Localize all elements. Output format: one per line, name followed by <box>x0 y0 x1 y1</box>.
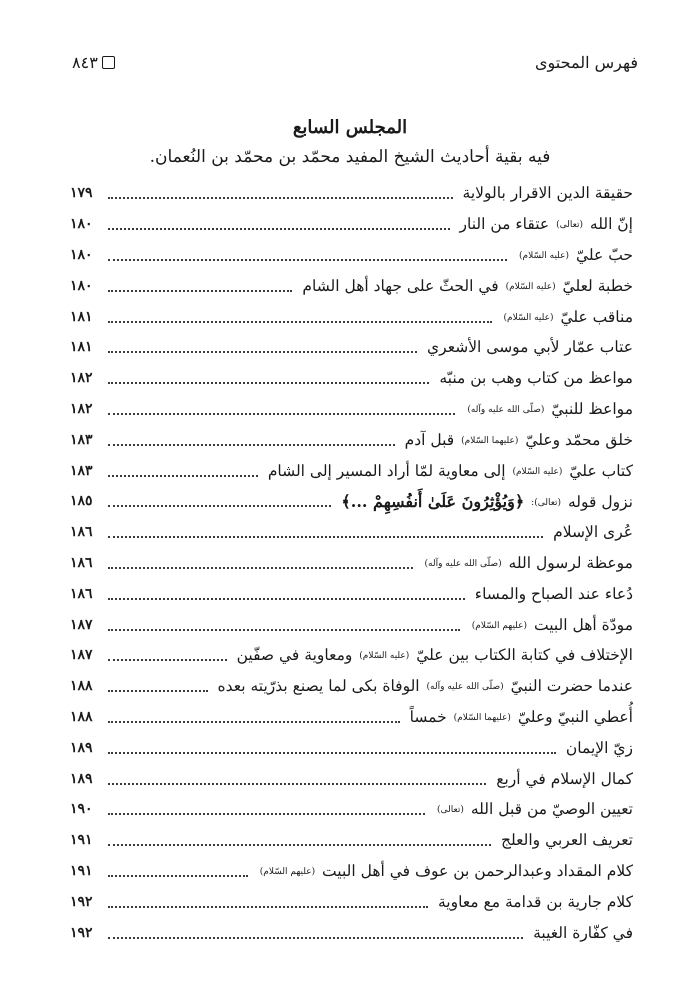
entry-page-number: ١٨٣ <box>70 462 93 479</box>
dot-leader <box>108 553 413 569</box>
entry-title <box>433 369 633 387</box>
entry-title-text: عتاب عمّار لأبي موسى الأشعري <box>427 338 633 357</box>
entry-title <box>231 646 633 664</box>
toc-entry <box>70 917 633 948</box>
entry-title <box>262 462 633 480</box>
entry-title-text: مواعظ من كتاب وهب بن منبّه <box>439 369 633 388</box>
toc-entry <box>70 455 633 486</box>
entry-title-suffix: الوفاة بكى لما يصنع بذرّيته بعده <box>217 677 420 696</box>
toc-entry <box>70 856 633 887</box>
toc-entry <box>70 671 633 702</box>
toc-entry <box>70 640 633 671</box>
entry-honorific: (صلّى الله عليه وآله) <box>424 558 502 569</box>
entry-page-number: ١٨١ <box>70 308 93 325</box>
entry-title-suffix: ومعاوية في صفّين <box>236 646 353 665</box>
entry-title <box>399 431 633 449</box>
entry-title-text: كمال الإسلام في أربع <box>496 769 633 788</box>
entry-honorific: (عليه السّلام) <box>519 250 570 261</box>
entry-title <box>432 893 633 911</box>
entry-title <box>459 400 633 418</box>
dot-leader <box>108 461 258 477</box>
entry-title-text: مناقب عليّ <box>560 307 633 326</box>
toc-entry <box>70 794 633 825</box>
entry-title-text: نزول قوله <box>568 492 633 511</box>
entry-page-number: ١٨٠ <box>70 246 93 263</box>
entry-title <box>417 554 633 572</box>
toc-entry <box>70 732 633 763</box>
entry-title <box>560 739 633 757</box>
dot-leader <box>108 584 465 600</box>
toc-entry <box>70 363 633 394</box>
entry-page-number: ١٨٨ <box>70 678 93 695</box>
entry-honorific: (عليه السّلام) <box>503 312 554 323</box>
dot-leader <box>108 368 429 384</box>
entry-title <box>464 616 633 634</box>
entry-page-number: ١٩٠ <box>70 801 93 818</box>
dot-leader <box>108 892 428 908</box>
entry-page-number: ١٨٦ <box>70 585 93 602</box>
entry-title <box>404 708 633 726</box>
entry-title <box>296 277 633 295</box>
entry-page-number: ١٨٠ <box>70 277 93 294</box>
toc-entry <box>70 424 633 455</box>
dot-leader <box>108 491 331 507</box>
toc-entry <box>70 517 633 548</box>
entry-page-number: ١٨٧ <box>70 616 93 633</box>
entry-title-text: خلق محمّد وعليّ <box>525 430 633 449</box>
entry-honorific: (عليهما السّلام) <box>461 435 519 446</box>
entry-page-number: ١٨٦ <box>70 524 93 541</box>
entry-title <box>252 862 633 880</box>
entry-title <box>511 246 633 264</box>
entry-title-text: أُعطي النبيّ وعليّ <box>517 707 633 726</box>
toc-entry <box>70 270 633 301</box>
section-title: المجلس السابع <box>292 117 408 138</box>
entry-title-suffix: قبل آدم <box>404 430 455 449</box>
dot-leader <box>108 245 507 261</box>
entry-page-number: ١٨٨ <box>70 708 93 725</box>
dot-leader <box>108 615 460 631</box>
toc-entry <box>70 209 633 240</box>
entry-page-number: ١٩٢ <box>70 924 93 941</box>
entry-page-number: ١٨٦ <box>70 554 93 571</box>
toc-entry <box>70 486 633 517</box>
entry-title <box>496 308 634 326</box>
entry-title-text: كلام المقداد وعبدالرحمن بن عوف في أهل البيت <box>322 861 633 880</box>
entry-title-text: في كفّارة الغيبة <box>533 923 633 942</box>
dot-leader <box>108 337 417 353</box>
dot-leader <box>108 676 208 692</box>
entry-honorific: (صلّى الله عليه وآله) <box>426 682 504 693</box>
entry-page-number: ١٩١ <box>70 862 93 879</box>
entry-page-number: ١٨٣ <box>70 431 93 448</box>
dot-leader <box>108 399 455 415</box>
toc-entry <box>70 609 633 640</box>
toc-entry <box>70 886 633 917</box>
entry-page-number: ١٨٩ <box>70 770 93 787</box>
entry-honorific: (عليهما السّلام) <box>453 712 511 723</box>
entry-quran-quote: ﴿وَيُؤْثِرُونَ عَلَىٰ أَنفُسِهِمْ ...﴾ <box>341 491 525 511</box>
entry-title-text: تعريف العربي والعلج <box>501 831 633 850</box>
entry-title <box>490 770 633 788</box>
entry-title-suffix: إلى معاوية لمّا أراد المسير إلى الشام <box>267 461 506 480</box>
section-subtitle: فيه بقية أحاديث الشيخ المفيد محمّد بن محمّد بن النُعمان. <box>149 147 551 167</box>
entry-title <box>527 924 633 942</box>
toc-entry <box>70 178 633 209</box>
entry-title-text: الإختلاف في كتابة الكتاب بين عليّ <box>416 646 633 665</box>
entry-page-number: ١٨٥ <box>70 493 93 510</box>
entry-page-number: ١٧٩ <box>70 185 93 202</box>
dot-leader <box>108 430 395 446</box>
entry-page-number: ١٩٢ <box>70 893 93 910</box>
dot-leader <box>108 923 523 939</box>
entry-page-number: ١٩١ <box>70 832 93 849</box>
toc-entry <box>70 578 633 609</box>
entry-title-text: حقيقة الدين الاقرار بالولاية <box>462 184 633 203</box>
entry-honorific: (صلّى الله عليه وآله) <box>467 404 545 415</box>
running-header <box>72 50 638 74</box>
entry-honorific: (عليه السّلام) <box>505 281 556 292</box>
entry-title-suffix: في الحثّ على جهاد أهل الشام <box>302 276 499 295</box>
dot-leader <box>108 861 248 877</box>
entry-title-text: كلام جارية بن قدامة مع معاوية <box>437 892 633 911</box>
dot-leader <box>108 276 292 292</box>
dot-leader <box>108 707 400 723</box>
dot-leader <box>108 214 450 230</box>
entry-page-number: ١٨٠ <box>70 216 93 233</box>
entry-title <box>469 585 633 603</box>
entry-honorific: (تعالى) <box>556 220 583 231</box>
toc-entry <box>70 548 633 579</box>
entry-title-text: عُرى الإسلام <box>553 523 633 542</box>
entry-title <box>454 215 633 233</box>
entry-title-text: موعظة لرسول الله <box>508 553 633 572</box>
entry-title <box>457 184 633 202</box>
header-title: فهرس المحتوى <box>535 52 638 72</box>
entry-title-text: إنّ الله <box>589 215 633 234</box>
entry-page-number: ١٨١ <box>70 339 93 356</box>
page-number-block <box>72 53 115 72</box>
dot-leader <box>108 738 556 754</box>
dot-leader <box>108 799 425 815</box>
entry-honorific: (عليه السّلام) <box>512 466 563 477</box>
table-of-contents <box>70 178 633 948</box>
entry-title-text: حبّ عليّ <box>575 245 633 264</box>
entry-title-text: دُعاء عند الصباح والمساء <box>474 584 633 603</box>
toc-entry <box>70 332 633 363</box>
entry-title-text: زيّ الإيمان <box>565 738 633 757</box>
dot-leader <box>108 830 491 846</box>
dot-leader <box>108 522 543 538</box>
entry-title-text: مودّة أهل البيت <box>533 615 633 634</box>
entry-title <box>421 338 633 356</box>
page-number: ٨٤٣ <box>72 52 98 72</box>
toc-entry <box>70 240 633 271</box>
entry-title <box>429 800 633 818</box>
toc-entry <box>70 825 633 856</box>
entry-page-number: ١٨٩ <box>70 739 93 756</box>
entry-honorific: (تعالى): <box>531 497 562 508</box>
entry-page-number: ١٨٢ <box>70 370 93 387</box>
square-icon <box>102 56 115 69</box>
entry-title <box>335 492 633 511</box>
dot-leader <box>108 769 486 785</box>
toc-entry <box>70 394 633 425</box>
dot-leader <box>108 183 453 199</box>
dot-leader <box>108 307 492 323</box>
entry-page-number: ١٨٧ <box>70 647 93 664</box>
entry-honorific: (عليهم السّلام) <box>471 620 528 631</box>
toc-entry <box>70 301 633 332</box>
entry-title <box>212 677 633 695</box>
entry-title-suffix: عتقاء من النار <box>459 215 550 234</box>
entry-honorific: (تعالى) <box>437 805 464 816</box>
dot-leader <box>108 645 227 661</box>
entry-title-text: خطبة لعليّ <box>562 276 633 295</box>
entry-title-suffix: خمساً <box>409 707 447 726</box>
entry-honorific: (عليهم السّلام) <box>259 866 316 877</box>
entry-title <box>495 831 633 849</box>
entry-title-text: تعيين الوصيّ من قبل الله <box>470 800 633 819</box>
entry-title-text: كتاب عليّ <box>569 461 633 480</box>
entry-title-text: عندما حضرت النبيّ <box>510 677 633 696</box>
entry-title <box>547 523 633 541</box>
entry-honorific: (عليه السّلام) <box>359 651 410 662</box>
entry-page-number: ١٨٢ <box>70 400 93 417</box>
toc-entry <box>70 702 633 733</box>
entry-title-text: مواعظ للنبيّ <box>551 399 633 418</box>
toc-entry <box>70 763 633 794</box>
